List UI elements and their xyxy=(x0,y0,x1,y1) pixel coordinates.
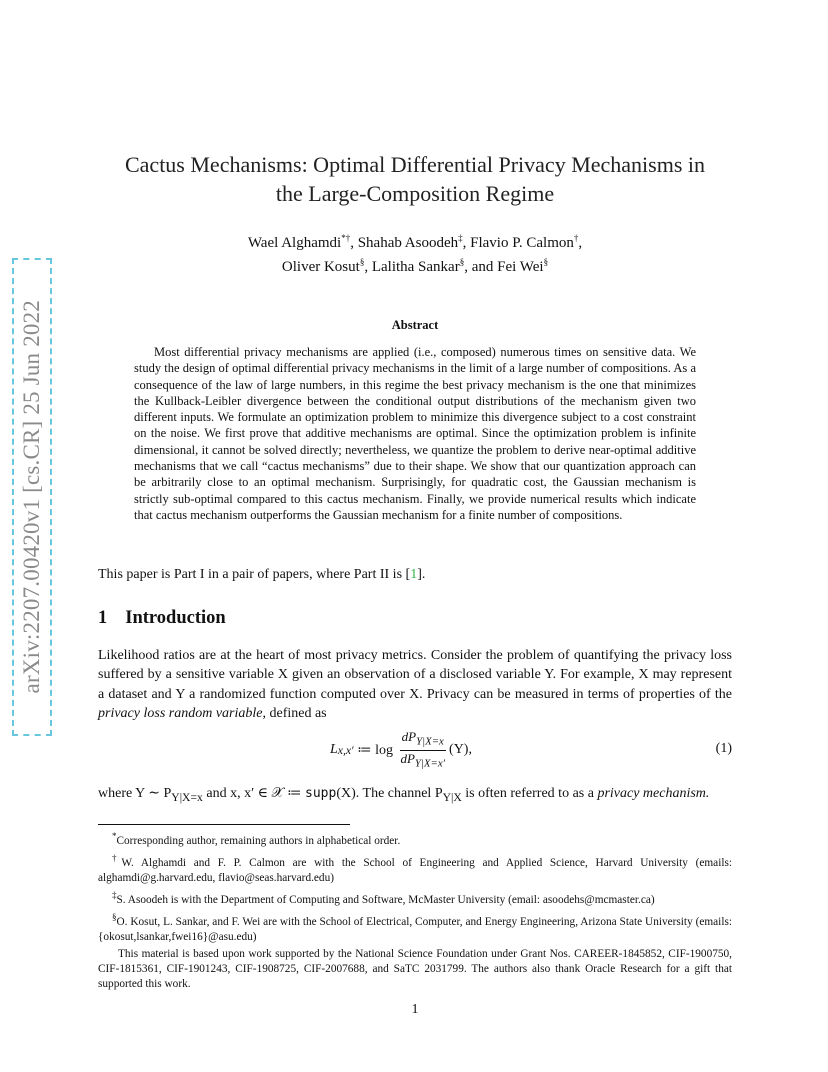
footnote: §O. Kosut, L. Sankar, and F. Wei are with the School of Electrical, Computer, and Energy Engineering, Arizona State University (emails: {okosut,lsankar,fwei16}@asu.edu) xyxy=(98,911,732,943)
author-mark: ‡ xyxy=(458,233,463,243)
section-number: 1 xyxy=(98,608,108,628)
intro-p2-sub-1: Y|X=x xyxy=(171,790,203,804)
eq-denominator: $dP_{Y|X=x'}$ xyxy=(400,750,446,770)
author-mark: § xyxy=(543,257,549,267)
equation-body xyxy=(330,728,472,772)
author-mark: *† xyxy=(341,233,351,243)
eq-den-sub: Y|X=x′ xyxy=(414,757,446,770)
intro-p2-emphasis: privacy mechanism. xyxy=(597,786,710,801)
equation-1 xyxy=(98,728,732,772)
author-conjunction: and xyxy=(471,259,494,275)
author-name: Wael Alghamdi xyxy=(247,235,342,251)
author-name: Shahab Asoodeh xyxy=(357,235,459,251)
title-line-2: the Large-Composition Regime xyxy=(275,181,555,206)
authors-line-1: Wael Alghamdi*†, Shahab Asoodeh‡, Flavio P. Calmon†, xyxy=(247,233,583,251)
intro-p2-supp: supp xyxy=(305,786,337,801)
equation-number: (1) xyxy=(715,741,732,756)
title-line-1: Cactus Mechanisms: Optimal Differential Privacy Mechanisms in xyxy=(124,152,706,177)
intro-paragraph-2 xyxy=(98,784,732,807)
eq-lhs-sub: x,x′ xyxy=(337,743,354,757)
footnotes xyxy=(98,829,732,992)
author-name: Oliver Kosut xyxy=(281,259,360,275)
author-name: Flavio P. Calmon xyxy=(470,235,574,251)
intro-p1-text-b: , defined as xyxy=(262,705,327,721)
arxiv-stamp xyxy=(12,258,52,736)
intro-p2-sub-2: Y|X xyxy=(442,790,462,804)
part-note-prefix: This paper is Part I in a pair of papers, where Part II is [ xyxy=(98,567,411,582)
intro-p2-text-a: where Y ∼ P xyxy=(98,786,172,801)
intro-p1-emphasis: privacy loss random variable xyxy=(98,705,263,721)
acknowledgment: This material is based upon work supported by the National Science Foundation under Grant Nos. CAREER-1845852, CIF-1900750, CIF-1815361, CIF-1901243, CIF-1908725, CIF-2007688, and SaTC 2031799. The authors also thank Oracle Research for a gift that supported this work. xyxy=(98,947,732,990)
section-title: Introduction xyxy=(125,608,226,628)
page-number: 1 xyxy=(411,1002,419,1017)
author-mark: § xyxy=(359,257,365,267)
citation-link[interactable]: 1 xyxy=(410,567,418,582)
footnote-divider xyxy=(98,824,350,825)
authors-line-2: Oliver Kosut§, Lalitha Sankar§, and Fei Wei§ xyxy=(281,257,549,275)
footnote: ‡S. Asoodeh is with the Department of Computing and Software, McMaster University (email: asoodehs@mcmaster.ca) xyxy=(112,889,655,906)
intro-p2-text-d: is often referred to as a xyxy=(461,786,598,801)
paper-title xyxy=(98,150,732,208)
author-name: Fei Wei xyxy=(497,259,544,275)
footnote: *Corresponding author, remaining authors in alphabetical order. xyxy=(112,831,401,847)
eq-num-sub: Y|X=x xyxy=(416,735,444,748)
author-name: Lalitha Sankar xyxy=(371,259,460,275)
abstract-heading: Abstract xyxy=(391,318,439,332)
intro-paragraph-1 xyxy=(98,646,732,723)
eq-numerator: $dP_{Y|X=x}$ xyxy=(400,729,446,751)
intro-p1-text-a: Likelihood ratios are at the heart of most privacy metrics. Consider the problem of quantifying the privacy loss suffered by a sensitive variable X given an observation of a disclosed variable Y. For example, X may represent a dataset and Y a randomized function computed over X. Privacy can be measured in terms of properties of the xyxy=(98,648,732,702)
author-mark: † xyxy=(573,233,579,243)
intro-p2-text-c: (X). The channel P xyxy=(336,786,443,801)
intro-p2-text-b: and x, x′ ∈ 𝒳 ≔ xyxy=(202,786,306,801)
eq-tail: (Y), xyxy=(449,742,472,757)
part-note xyxy=(98,567,732,583)
section-heading xyxy=(98,608,226,629)
footnote: †W. Alghamdi and F. P. Calmon are with the School of Engineering and Applied Science, Harvard University (emails: alghamdi@g.harvard.edu, flavio@seas.harvard.edu) xyxy=(98,852,733,884)
author-list xyxy=(98,229,732,277)
eq-fraction xyxy=(398,729,447,771)
abstract-text: Most differential privacy mechanisms are applied (i.e., composed) numerous times on sensitive data. We study the design of optimal differential privacy mechanisms in the limit of a large number of compositions. As a consequence of the law of large numbers, in this regime the best privacy mechanism is the one that minimizes the Kullback-Leibler divergence between the conditional output distributions of the mechanism given two different inputs. We formulate an optimization problem to minimize this divergence subject to a cost constraint on the noise. We first prove that additive mechanisms are optimal. Since the optimization problem is infinite dimensional, it cannot be solved directly; nevertheless, we quantize the problem to derive near-optimal additive mechanisms that we call “cactus mechanisms” due to their shape. We show that our quantization approach can be arbitrarily close to an optimal mechanism. Surprisingly, for quadratic cost, the Gaussian mechanism is strictly sub-optimal compared to this cactus mechanism. Finally, we provide numerical results which indicate that cactus mechanism outperforms the Gaussian mechanism for a finite number of compositions. xyxy=(134,345,696,522)
eq-defeq: ≔ log xyxy=(353,742,397,758)
part-note-suffix: ]. xyxy=(417,567,426,582)
author-mark: § xyxy=(459,257,465,267)
eq-lhs: L xyxy=(330,742,338,757)
arxiv-id: arXiv:2207.00420v1 [cs.CR] 25 Jun 2022 xyxy=(19,300,44,694)
